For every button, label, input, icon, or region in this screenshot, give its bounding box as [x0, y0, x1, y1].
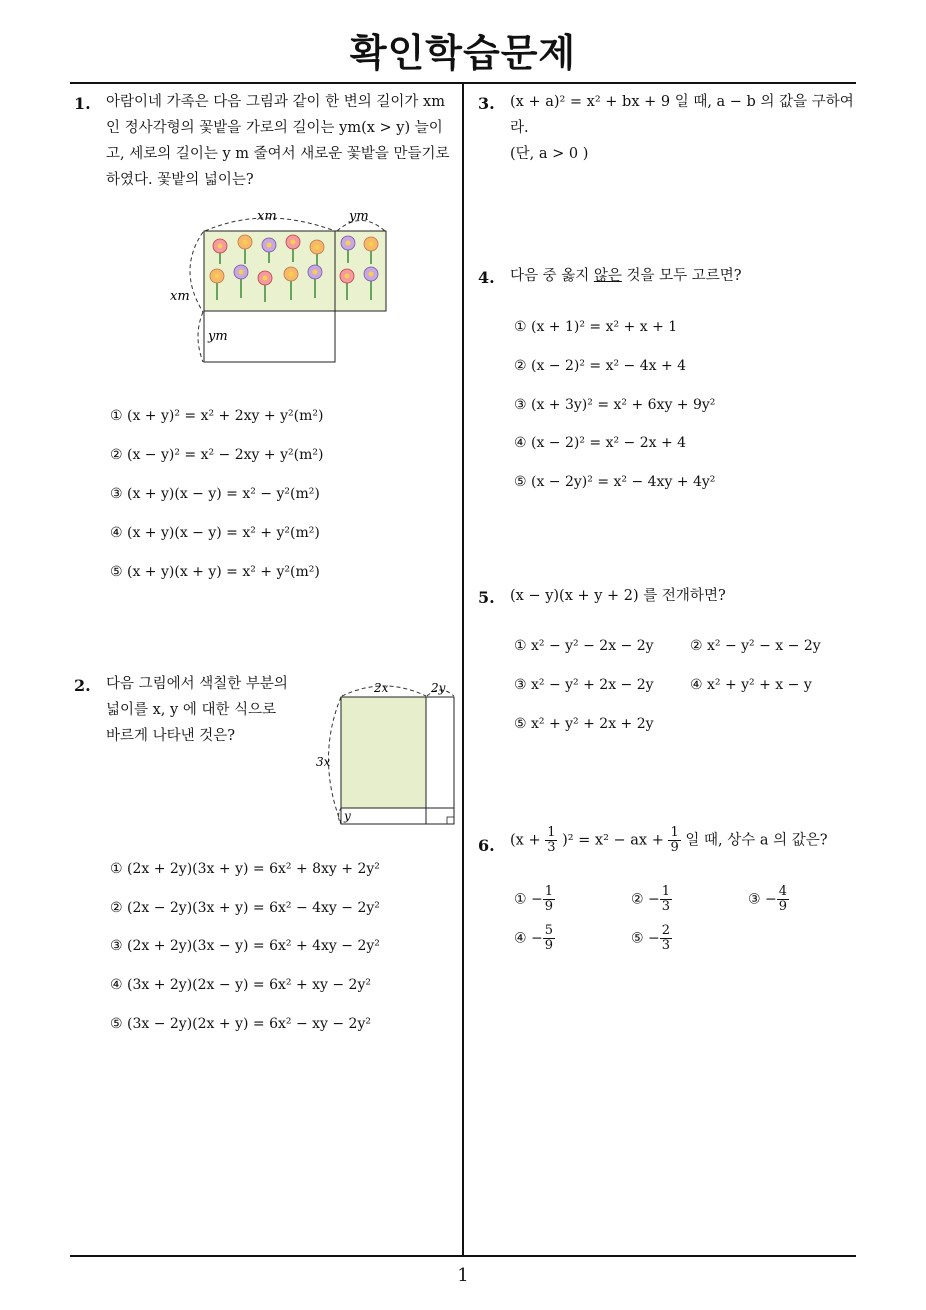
- label-top-x: xm: [257, 209, 277, 224]
- choice-fraction: [660, 885, 672, 914]
- shaded-region: [341, 697, 426, 808]
- question-3-text: [510, 89, 860, 167]
- q1-choice-5[interactable]: ⑤ (x + y)(x + y) = x² + y²(m²): [110, 564, 320, 580]
- label-left-x: xm: [170, 289, 190, 304]
- question-1-number: 1.: [74, 94, 91, 113]
- choice-fraction: [543, 885, 555, 914]
- choice-sign: −: [648, 930, 660, 947]
- fraction-denominator: 9: [670, 840, 679, 855]
- q4-choice-4[interactable]: ④ (x − 2)² = x² − 2x + 4: [514, 435, 687, 451]
- question-1-line: 아람이네 가족은 다음 그림과 같이 한 변의 길이가 xm: [106, 94, 445, 110]
- question-2-line: 바르게 나타낸 것은?: [106, 728, 236, 744]
- choice-sign: −: [765, 891, 777, 908]
- fraction-numerator: 1: [544, 884, 554, 899]
- choice-sign: −: [531, 930, 543, 947]
- q6-text-b: )² = x² − ax +: [562, 832, 664, 849]
- q5-choice-2[interactable]: ② x² − y² − x − 2y: [690, 638, 821, 654]
- q1-choice-1[interactable]: ① (x + y)² = x² + 2xy + y²(m²): [110, 408, 324, 424]
- question-4-number: 4.: [478, 268, 495, 287]
- q6-choice-2[interactable]: [631, 885, 672, 914]
- question-4-text-before: 다음 중 옳지: [510, 268, 594, 284]
- q6-choice-3[interactable]: [748, 885, 789, 914]
- fraction-denominator: 3: [547, 840, 556, 855]
- fraction-numerator: 1: [661, 884, 671, 899]
- choice-sign: −: [531, 891, 543, 908]
- q6-fraction-2: [668, 826, 680, 855]
- label-3x: 3x: [316, 755, 331, 769]
- fraction-numerator: 1: [670, 825, 679, 840]
- q1-choice-2[interactable]: ② (x − y)² = x² − 2xy + y²(m²): [110, 447, 324, 463]
- q2-choice-1[interactable]: ① (2x + 2y)(3x + y) = 6x² + 8xy + 2y²: [110, 861, 380, 877]
- label-y: y: [344, 809, 351, 823]
- q5-choice-3[interactable]: ③ x² − y² + 2x − 2y: [514, 677, 654, 693]
- question-5-text: (x − y)(x + y + 2) 를 전개하면?: [510, 588, 726, 604]
- question-2-line: 넓이를 x, y 에 대한 식으로: [106, 702, 277, 718]
- q1-choice-3[interactable]: ③ (x + y)(x − y) = x² − y²(m²): [110, 486, 320, 502]
- choice-fraction: [543, 924, 555, 953]
- fraction-denominator: 9: [544, 899, 554, 914]
- question-4-underlined: 않은: [593, 268, 622, 284]
- q6-choice-4[interactable]: [514, 924, 555, 953]
- q5-choice-5[interactable]: ⑤ x² + y² + 2x + 2y: [514, 716, 654, 732]
- q4-choice-5[interactable]: ⑤ (x − 2y)² = x² − 4xy + 4y²: [514, 474, 716, 490]
- choice-sign: −: [648, 891, 660, 908]
- q6-text-a: (x +: [510, 832, 541, 849]
- fraction-denominator: 3: [661, 899, 671, 914]
- question-1-line: 고, 세로의 길이는 y m 줄여서 새로운 꽃밭을 만들기로: [106, 146, 450, 162]
- question-6-text: [510, 826, 860, 855]
- fraction-numerator: 4: [778, 884, 788, 899]
- fraction-denominator: 9: [544, 938, 554, 953]
- choice-mark: ④: [514, 930, 527, 947]
- q6-choice-5[interactable]: [631, 924, 672, 953]
- question-2-text: [106, 671, 306, 749]
- question-1-figure: [165, 200, 400, 370]
- q4-choice-2[interactable]: ② (x − 2)² = x² − 4x + 4: [514, 358, 687, 374]
- q6-fraction-1: [545, 826, 557, 855]
- question-5-number: 5.: [478, 588, 495, 607]
- q2-choice-2[interactable]: ② (2x − 2y)(3x + y) = 6x² − 4xy − 2y²: [110, 900, 380, 916]
- arc-left-x: [190, 232, 203, 312]
- question-4-text-after: 것을 모두 고르면?: [621, 268, 742, 284]
- question-6-number: 6.: [478, 836, 495, 855]
- choice-fraction: [660, 924, 672, 953]
- q6-choice-1[interactable]: [514, 885, 555, 914]
- fraction-denominator: 3: [661, 938, 671, 953]
- question-1-line: 하였다. 꽃밭의 넓이는?: [106, 172, 254, 188]
- q5-choice-4[interactable]: ④ x² + y² + x − y: [690, 677, 812, 693]
- question-4-text: [510, 263, 860, 289]
- label-inner-y: ym: [208, 329, 228, 344]
- choice-mark: ①: [514, 891, 527, 908]
- choice-mark: ③: [748, 891, 761, 908]
- label-2y: 2y: [431, 681, 446, 695]
- question-1-text: [106, 89, 461, 193]
- q2-choice-3[interactable]: ③ (2x + 2y)(3x − y) = 6x² + 4xy − 2y²: [110, 938, 380, 954]
- q4-choice-1[interactable]: ① (x + 1)² = x² + x + 1: [514, 319, 678, 335]
- q2-choice-5[interactable]: ⑤ (3x − 2y)(2x + y) = 6x² − xy − 2y²: [110, 1016, 371, 1032]
- choice-mark: ②: [631, 891, 644, 908]
- question-3-line: (x + a)² = x² + bx + 9 일 때, a − b 의 값을 구하여라.: [510, 94, 854, 136]
- q2-choice-4[interactable]: ④ (3x + 2y)(2x − y) = 6x² + xy − 2y²: [110, 977, 371, 993]
- q6-text-c: 일 때, 상수 a 의 값은?: [685, 832, 828, 849]
- fraction-denominator: 9: [778, 899, 788, 914]
- q1-choice-4[interactable]: ④ (x + y)(x − y) = x² + y²(m²): [110, 525, 320, 541]
- choice-mark: ⑤: [631, 930, 644, 947]
- label-top-y: ym: [349, 209, 369, 224]
- fraction-numerator: 5: [544, 923, 554, 938]
- column-divider: [462, 83, 464, 1256]
- question-2-line: 다음 그림에서 색칠한 부분의: [106, 676, 288, 692]
- q5-choice-1[interactable]: ① x² − y² − 2x − 2y: [514, 638, 654, 654]
- choice-fraction: [777, 885, 789, 914]
- fraction-numerator: 1: [547, 825, 556, 840]
- fraction-numerator: 2: [661, 923, 671, 938]
- question-2-number: 2.: [74, 676, 91, 695]
- label-2x: 2x: [374, 681, 389, 695]
- question-3-line: (단, a > 0 ): [510, 146, 589, 162]
- question-1-line: 인 정사각형의 꽃밭을 가로의 길이는 ym(x > y) 늘이: [106, 120, 443, 136]
- arc-left-y: [198, 312, 203, 362]
- question-2-figure: [310, 678, 460, 830]
- page-number: 1: [457, 1265, 469, 1286]
- q4-choice-3[interactable]: ③ (x + 3y)² = x² + 6xy + 9y²: [514, 397, 716, 413]
- page-title: 확인학습문제: [349, 31, 577, 75]
- question-3-number: 3.: [478, 94, 495, 113]
